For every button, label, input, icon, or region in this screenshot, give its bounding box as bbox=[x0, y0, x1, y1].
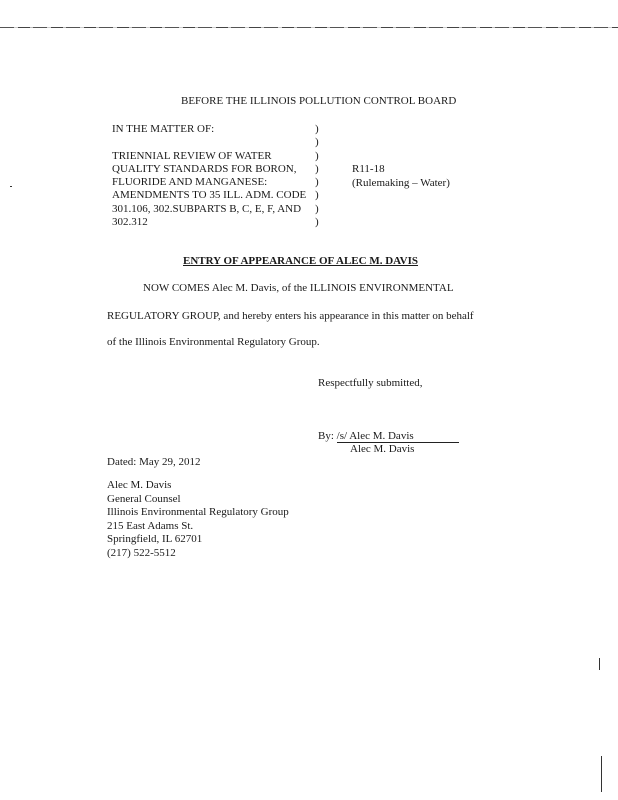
scan-mark-left bbox=[10, 186, 12, 187]
body-line: of the Illinois Environmental Regulatory Group. bbox=[107, 336, 320, 348]
by-label: By: bbox=[318, 430, 334, 442]
caption-line: FLUORIDE AND MANGANESE: bbox=[112, 176, 268, 189]
caption-line: AMENDMENTS TO 35 ILL. ADM. CODE bbox=[112, 189, 307, 202]
docket-type: (Rulemaking – Water) bbox=[352, 177, 450, 189]
in-the-matter-label: IN THE MATTER OF: bbox=[112, 123, 215, 135]
contact-line: Alec M. Davis bbox=[107, 479, 172, 491]
caption-paren: ) bbox=[315, 123, 319, 135]
caption-parentheses bbox=[315, 124, 319, 230]
contact-block bbox=[107, 480, 289, 561]
caption-line: 302.312 bbox=[112, 216, 148, 229]
body-line: NOW COMES Alec M. Davis, of the ILLINOIS ENVIRONMENTAL bbox=[143, 282, 454, 294]
dated-line: Dated: May 29, 2012 bbox=[107, 456, 201, 468]
caption-paren: ) bbox=[315, 149, 319, 162]
caption-paren: ) bbox=[315, 176, 319, 189]
caption-line: TRIENNIAL REVIEW OF WATER bbox=[112, 149, 272, 162]
board-heading: BEFORE THE ILLINOIS POLLUTION CONTROL BOARD bbox=[181, 95, 457, 107]
caption-paren: ) bbox=[315, 189, 319, 202]
scan-edge-top bbox=[0, 27, 618, 28]
docket-number: R11-18 bbox=[352, 163, 385, 175]
closing-text: Respectfully submitted, bbox=[318, 377, 423, 389]
caption-paren: ) bbox=[315, 202, 319, 215]
signature-underline bbox=[337, 431, 459, 443]
contact-line: General Counsel bbox=[107, 492, 181, 505]
caption-line: QUALITY STANDARDS FOR BORON, bbox=[112, 162, 297, 175]
case-caption bbox=[112, 124, 312, 230]
printed-name: Alec M. Davis bbox=[350, 443, 415, 455]
caption-paren: ) bbox=[315, 216, 319, 229]
signature-line bbox=[318, 431, 459, 443]
caption-paren: ) bbox=[315, 162, 319, 175]
contact-line: Springfield, IL 62701 bbox=[107, 533, 203, 545]
caption-line: 301.106, 302.SUBPARTS B, C, E, F, AND bbox=[112, 202, 302, 215]
caption-spacer bbox=[112, 137, 312, 150]
entry-title: ENTRY OF APPEARANCE OF ALEC M. DAVIS bbox=[183, 255, 419, 267]
contact-line: (217) 522-5512 bbox=[107, 546, 176, 559]
contact-line: Illinois Environmental Regulatory Group bbox=[107, 506, 289, 518]
electronic-signature: /s/ Alec M. Davis bbox=[336, 430, 414, 442]
scan-edge-right bbox=[601, 756, 602, 792]
contact-line: 215 East Adams St. bbox=[107, 519, 194, 532]
body-line: REGULATORY GROUP, and hereby enters his appearance in this matter on behalf bbox=[107, 310, 474, 322]
caption-paren: ) bbox=[315, 136, 319, 149]
scan-mark-right bbox=[599, 658, 600, 670]
